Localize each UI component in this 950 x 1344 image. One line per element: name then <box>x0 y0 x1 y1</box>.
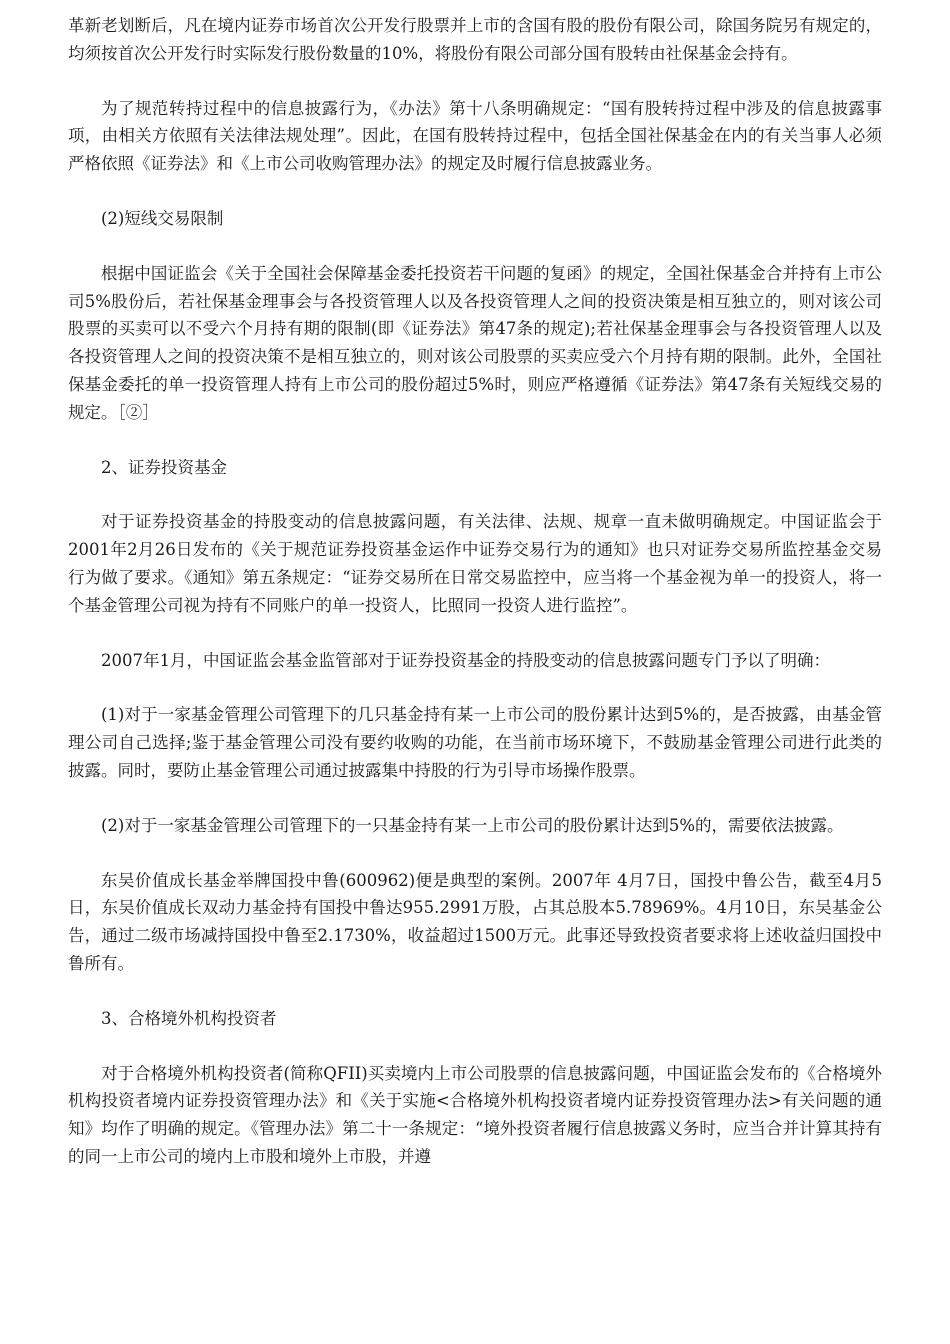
paragraph-short-term-trading: 根据中国证监会《关于全国社会保障基金委托投资若干问题的复函》的规定，全国社保基金合并持有上市公司5%股份后，若社保基金理事会与各投资管理人以及各投资管理人之间的投资决策是相互独立的，则对该公司股票的买卖可以不受六个月持有期的限制(即《证券法》第47条的规定);若社保基金理事会与各投资管理人以及各投资管理人之间的投资决策不是相互独立的，则对该公司股票的买卖应受六个月持有期的限制。此外，全国社保基金委托的单一投资管理人持有上市公司的股份超过5%时，则应严格遵循《证券法》第47条有关短线交易的规定。［②］ <box>68 263 882 422</box>
paragraph-item-1: (1)对于一家基金管理公司管理下的几只基金持有某一上市公司的股份累计达到5%的，是否披露，由基金管理公司自己选择;鉴于基金管理公司没有要约收购的功能，在当前市场环境下，不鼓励基金管理公司进行此类的披露。同时，要防止基金管理公司通过披露集中持股的行为引导市场操作股票。 <box>68 705 882 780</box>
paragraph-case-study: 东吴价值成长基金举牌国投中鲁(600962)便是典型的案例。2007年 4月7日，国投中鲁公告，截至4月5日，东吴价值成长双动力基金持有国投中鲁达955.2991万股，占其总股本5.78969%。4月10日，东吴基金公告，通过二级市场减持国投中鲁至2.1730%，收益超过1500万元。此事还导致投资者要求将上述收益归国投中鲁所有。 <box>68 870 882 973</box>
paragraph-disclosure: 为了规范转持过程中的信息披露行为，《办法》第十八条明确规定：“国有股转持过程中涉及的信息披露事项，由相关方依照有关法律法规处理”。因此，在国有股转持过程中，包括全国社保基金在内的有关当事人必须严格依照《证券法》和《上市公司收购管理办法》的规定及时履行信息披露业务。 <box>68 98 882 174</box>
paragraph-csrc-2007: 2007年1月，中国证监会基金监管部对于证券投资基金的持股变动的信息披露问题专门予以了明确： <box>101 650 830 670</box>
paragraph-item-2: (2)对于一家基金管理公司管理下的一只基金持有某一上市公司的股份累计达到5%的，需要依法披露。 <box>101 815 844 835</box>
paragraph-continuation: 革新老划断后，凡在境内证券市场首次公开发行股票并上市的含国有股的股份有限公司，除国务院另有规定的，均须按首次公开发行时实际发行股份数量的10%，将股份有限公司部分国有股转由社保基金会持有。 <box>68 16 882 63</box>
section-heading-short-term-trading: (2)短线交易限制 <box>101 208 224 228</box>
section-heading-qfii: 3、合格境外机构投资者 <box>101 1008 277 1028</box>
paragraph-qfii: 对于合格境外机构投资者(简称QFII)买卖境内上市公司股票的信息披露问题，中国证监会发布的《合格境外机构投资者境内证券投资管理办法》和《关于实施<合格境外机构投资者境内证券投资管理办法>有关问题的通知》均作了明确的规定。《管理办法》第二十一条规定：“境外投资者履行信息披露义务时，应当合并计算其持有的同一上市公司的境内上市股和境外上市股，并遵 <box>68 1063 882 1166</box>
paragraph-securities-funds: 对于证券投资基金的持股变动的信息披露问题，有关法律、法规、规章一直未做明确规定。中国证监会于2001年2月26日发布的《关于规范证券投资基金运作中证券交易行为的通知》也只对证券交易所监控基金交易行为做了要求。《通知》第五条规定：“证券交易所在日常交易监控中，应当将一个基金视为单一的投资人，将一个基金管理公司视为持有不同账户的单一投资人，比照同一投资人进行监控”。 <box>68 512 882 615</box>
section-heading-securities-funds: 2、证券投资基金 <box>101 457 227 477</box>
